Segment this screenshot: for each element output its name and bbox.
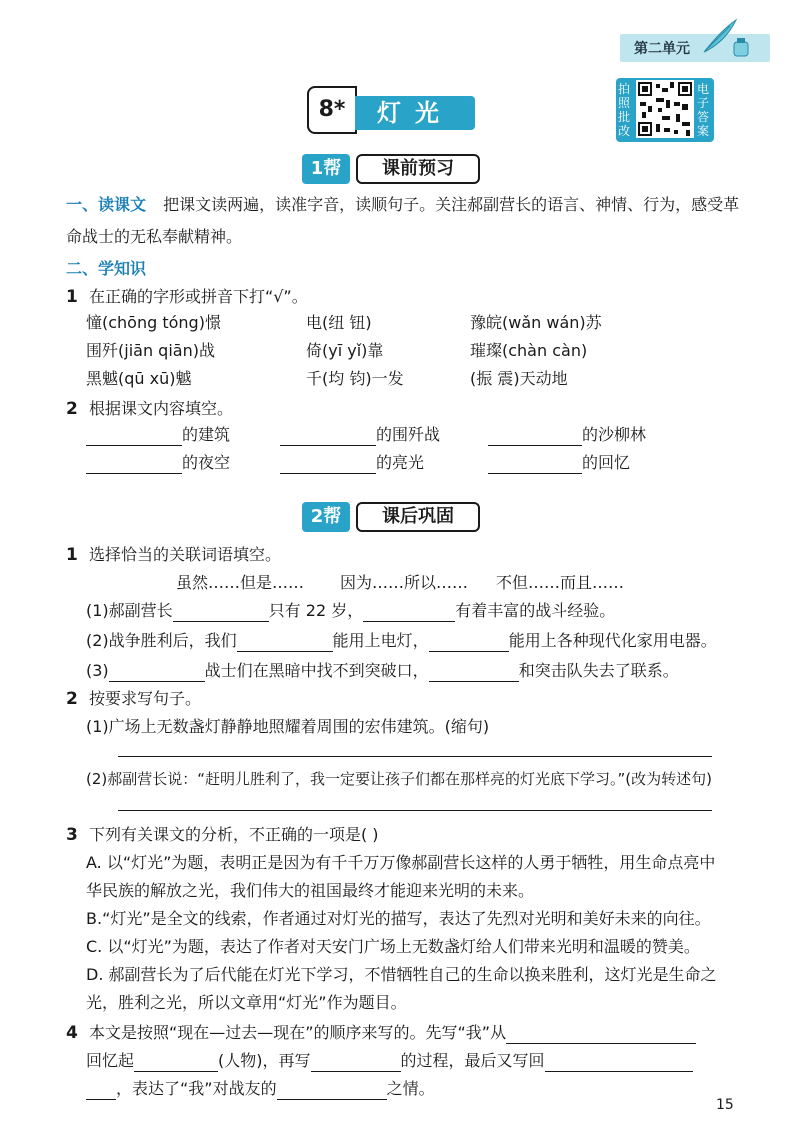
fill-row-2-col-3 [488,452,630,474]
option-a-line2: 华民族的解放之光，我们伟大的祖国最终才能迎来光明的未来。 [86,881,535,900]
fill-row-1-col-1 [86,424,230,446]
s2-q4-line1 [66,1022,696,1044]
q4-text: ，表达了“我”对战友的 [116,1079,277,1098]
read-section [66,194,739,216]
s2-q4-line2 [86,1050,693,1072]
s2-q4-line3 [86,1078,435,1100]
fill-suffix: 的建筑 [182,425,231,444]
answer-blank[interactable] [280,455,376,474]
option-c[interactable]: C. 以“灯光”为题，表达了作者对天安门广场上无数盏灯给人们带来光明和温暖的赞美。 [86,937,700,956]
connective-option-2: 因为……所以…… [340,573,469,592]
q1-text: 在正确的字形或拼音下打“√”。 [88,287,308,306]
q1-row-1-col-3: 豫皖(wǎn wán)苏 [470,313,602,332]
fill-suffix: 的沙柳林 [582,425,647,444]
item-part: 有着丰富的战斗经验。 [455,601,616,620]
fill-suffix: 的回忆 [582,453,631,472]
q4-text: (人物)，再写 [218,1051,311,1070]
s2-q3-prompt [66,824,379,846]
q1-row-3-col-2: 千(均 钧)一发 [306,369,404,388]
connective-option-1: 虽然……但是…… [176,573,305,592]
s2-q2-item-1: (1)广场上无数盏灯静静地照耀着周围的宏伟建筑。(缩句) [86,717,490,736]
s2-q2-item-2: (2)郝副营长说：“赶明儿胜利了，我一定要让孩子们都在那样亮的灯光底下学习。”(改为转述句) [86,770,712,788]
item-part: 战士们在黑暗中找不到突破口， [204,661,429,680]
answer-blank[interactable] [173,603,269,622]
item-part: (1)郝副营长 [86,601,173,620]
learn-heading: 二、学知识 [66,259,147,278]
q1-row-1-col-2: 电(纽 钮) [306,313,372,332]
unit-label: 第二单元 [634,41,690,57]
answer-blank[interactable] [109,663,205,682]
q1-row-1-col-1: 憧(chōng tóng)憬 [86,313,221,332]
fill-row-1-col-2 [280,424,440,446]
s2-q3-text: 下列有关课文的分析，不正确的一项是( ) [88,825,379,844]
page-number: 15 [716,1097,734,1113]
connective-option-3: 不但……而且…… [496,573,625,592]
answer-blank[interactable] [86,1081,116,1100]
s2-q2-text: 按要求写句子。 [88,689,201,708]
s2-q1-number: 1 [66,545,78,565]
answer-blank[interactable] [488,455,582,474]
section-tag: 2帮 [302,502,350,532]
section-preview-header [302,154,482,184]
s2-q1-text: 选择恰当的关联词语填空。 [88,545,281,564]
q1-row-2-col-2: 倚(yī yǐ)靠 [306,341,384,360]
q2-number: 2 [66,399,78,419]
answer-blank[interactable] [506,1025,696,1044]
fill-suffix: 的围歼战 [376,425,441,444]
answer-blank[interactable] [86,455,182,474]
item-part: (2)战争胜利后，我们 [86,631,237,650]
answer-blank[interactable] [134,1053,218,1072]
answer-blank[interactable] [363,603,455,622]
fill-row-2-col-1 [86,452,230,474]
answer-blank[interactable] [429,633,509,652]
s2-q2-prompt [66,688,201,710]
read-heading: 一、读课文 [66,195,147,214]
read-text-line1: 把课文读两遍，读准字音，读顺句子。关注郝副营长的语言、神情、行为，感受革 [163,195,740,214]
q1-number: 1 [66,287,78,307]
fill-suffix: 的亮光 [376,453,425,472]
answer-line[interactable] [118,810,712,811]
s2-q1-item-1 [86,600,615,622]
option-d-line1[interactable]: D. 郝副营长为了后代能在灯光下学习，不惜牺牲自己的生命以换来胜利，这灯光是生命之 [86,965,717,984]
section-label: 课后巩固 [356,502,480,532]
answer-blank[interactable] [429,663,519,682]
q1-row-2-col-3: 璀璨(chàn càn) [470,341,588,360]
section-consolidate-header [302,502,482,532]
answer-blank[interactable] [86,427,182,446]
s2-q1-prompt [66,544,281,566]
lesson-title: 灯光 [355,96,475,130]
fill-suffix: 的夜空 [182,453,231,472]
answer-blank[interactable] [277,1081,387,1100]
q1-prompt [66,286,308,308]
q1-row-3-col-3: (振 震)天动地 [470,369,568,388]
ink-bottle-icon [730,36,752,58]
item-part: 和突击队失去了联系。 [518,661,679,680]
q4-text: 的过程，最后又写回 [400,1051,545,1070]
answer-line[interactable] [118,756,712,757]
section-label: 课前预习 [356,154,480,184]
s2-q3-number: 3 [66,825,78,845]
item-part: (3) [86,661,109,680]
read-text-line2: 命战士的无私奉献精神。 [66,227,243,246]
qr-code-icon[interactable] [636,80,694,138]
fill-row-1-col-3 [488,424,646,446]
q4-text: 回忆起 [86,1051,135,1070]
answer-blank[interactable] [545,1053,693,1072]
q2-text: 根据课文内容填空。 [88,399,233,418]
s2-q2-number: 2 [66,689,78,709]
answer-blank[interactable] [237,633,333,652]
section-tag: 1帮 [302,154,350,184]
q1-row-2-col-1: 围歼(jiān qiān)战 [86,341,215,360]
s2-q1-item-3 [86,660,679,682]
q1-row-3-col-1: 黑魆(qū xū)魆 [86,369,192,388]
fill-row-2-col-2 [280,452,424,474]
lesson-number: 8* [307,86,357,134]
item-part: 能用上各种现代化家用电器。 [508,631,717,650]
qr-left-text: 拍照批改 [618,82,631,138]
option-b[interactable]: B.“灯光”是全文的线索，作者通过对灯光的描写，表达了先烈对光明和美好未来的向往。 [86,909,711,928]
qr-right-text: 电子答案 [697,82,710,138]
q4-text: 本文是按照“现在—过去—现在”的顺序来写的。先写“我”从 [88,1023,507,1042]
option-d-line2: 光，胜利之光，所以文章用“灯光”作为题目。 [86,993,407,1012]
s2-q1-item-2 [86,630,717,652]
option-a-line1[interactable]: A. 以“灯光”为题，表明正是因为有千千万万像郝副营长这样的人勇于牺牲，用生命点亮中 [86,853,716,872]
answer-blank[interactable] [280,427,376,446]
q4-text: 之情。 [386,1079,435,1098]
answer-blank[interactable] [488,427,582,446]
item-part: 能用上电灯， [332,631,429,650]
item-part: 只有 22 岁， [268,601,364,620]
q2-prompt [66,398,233,420]
answer-blank[interactable] [311,1053,401,1072]
s2-q4-number: 4 [66,1023,78,1043]
